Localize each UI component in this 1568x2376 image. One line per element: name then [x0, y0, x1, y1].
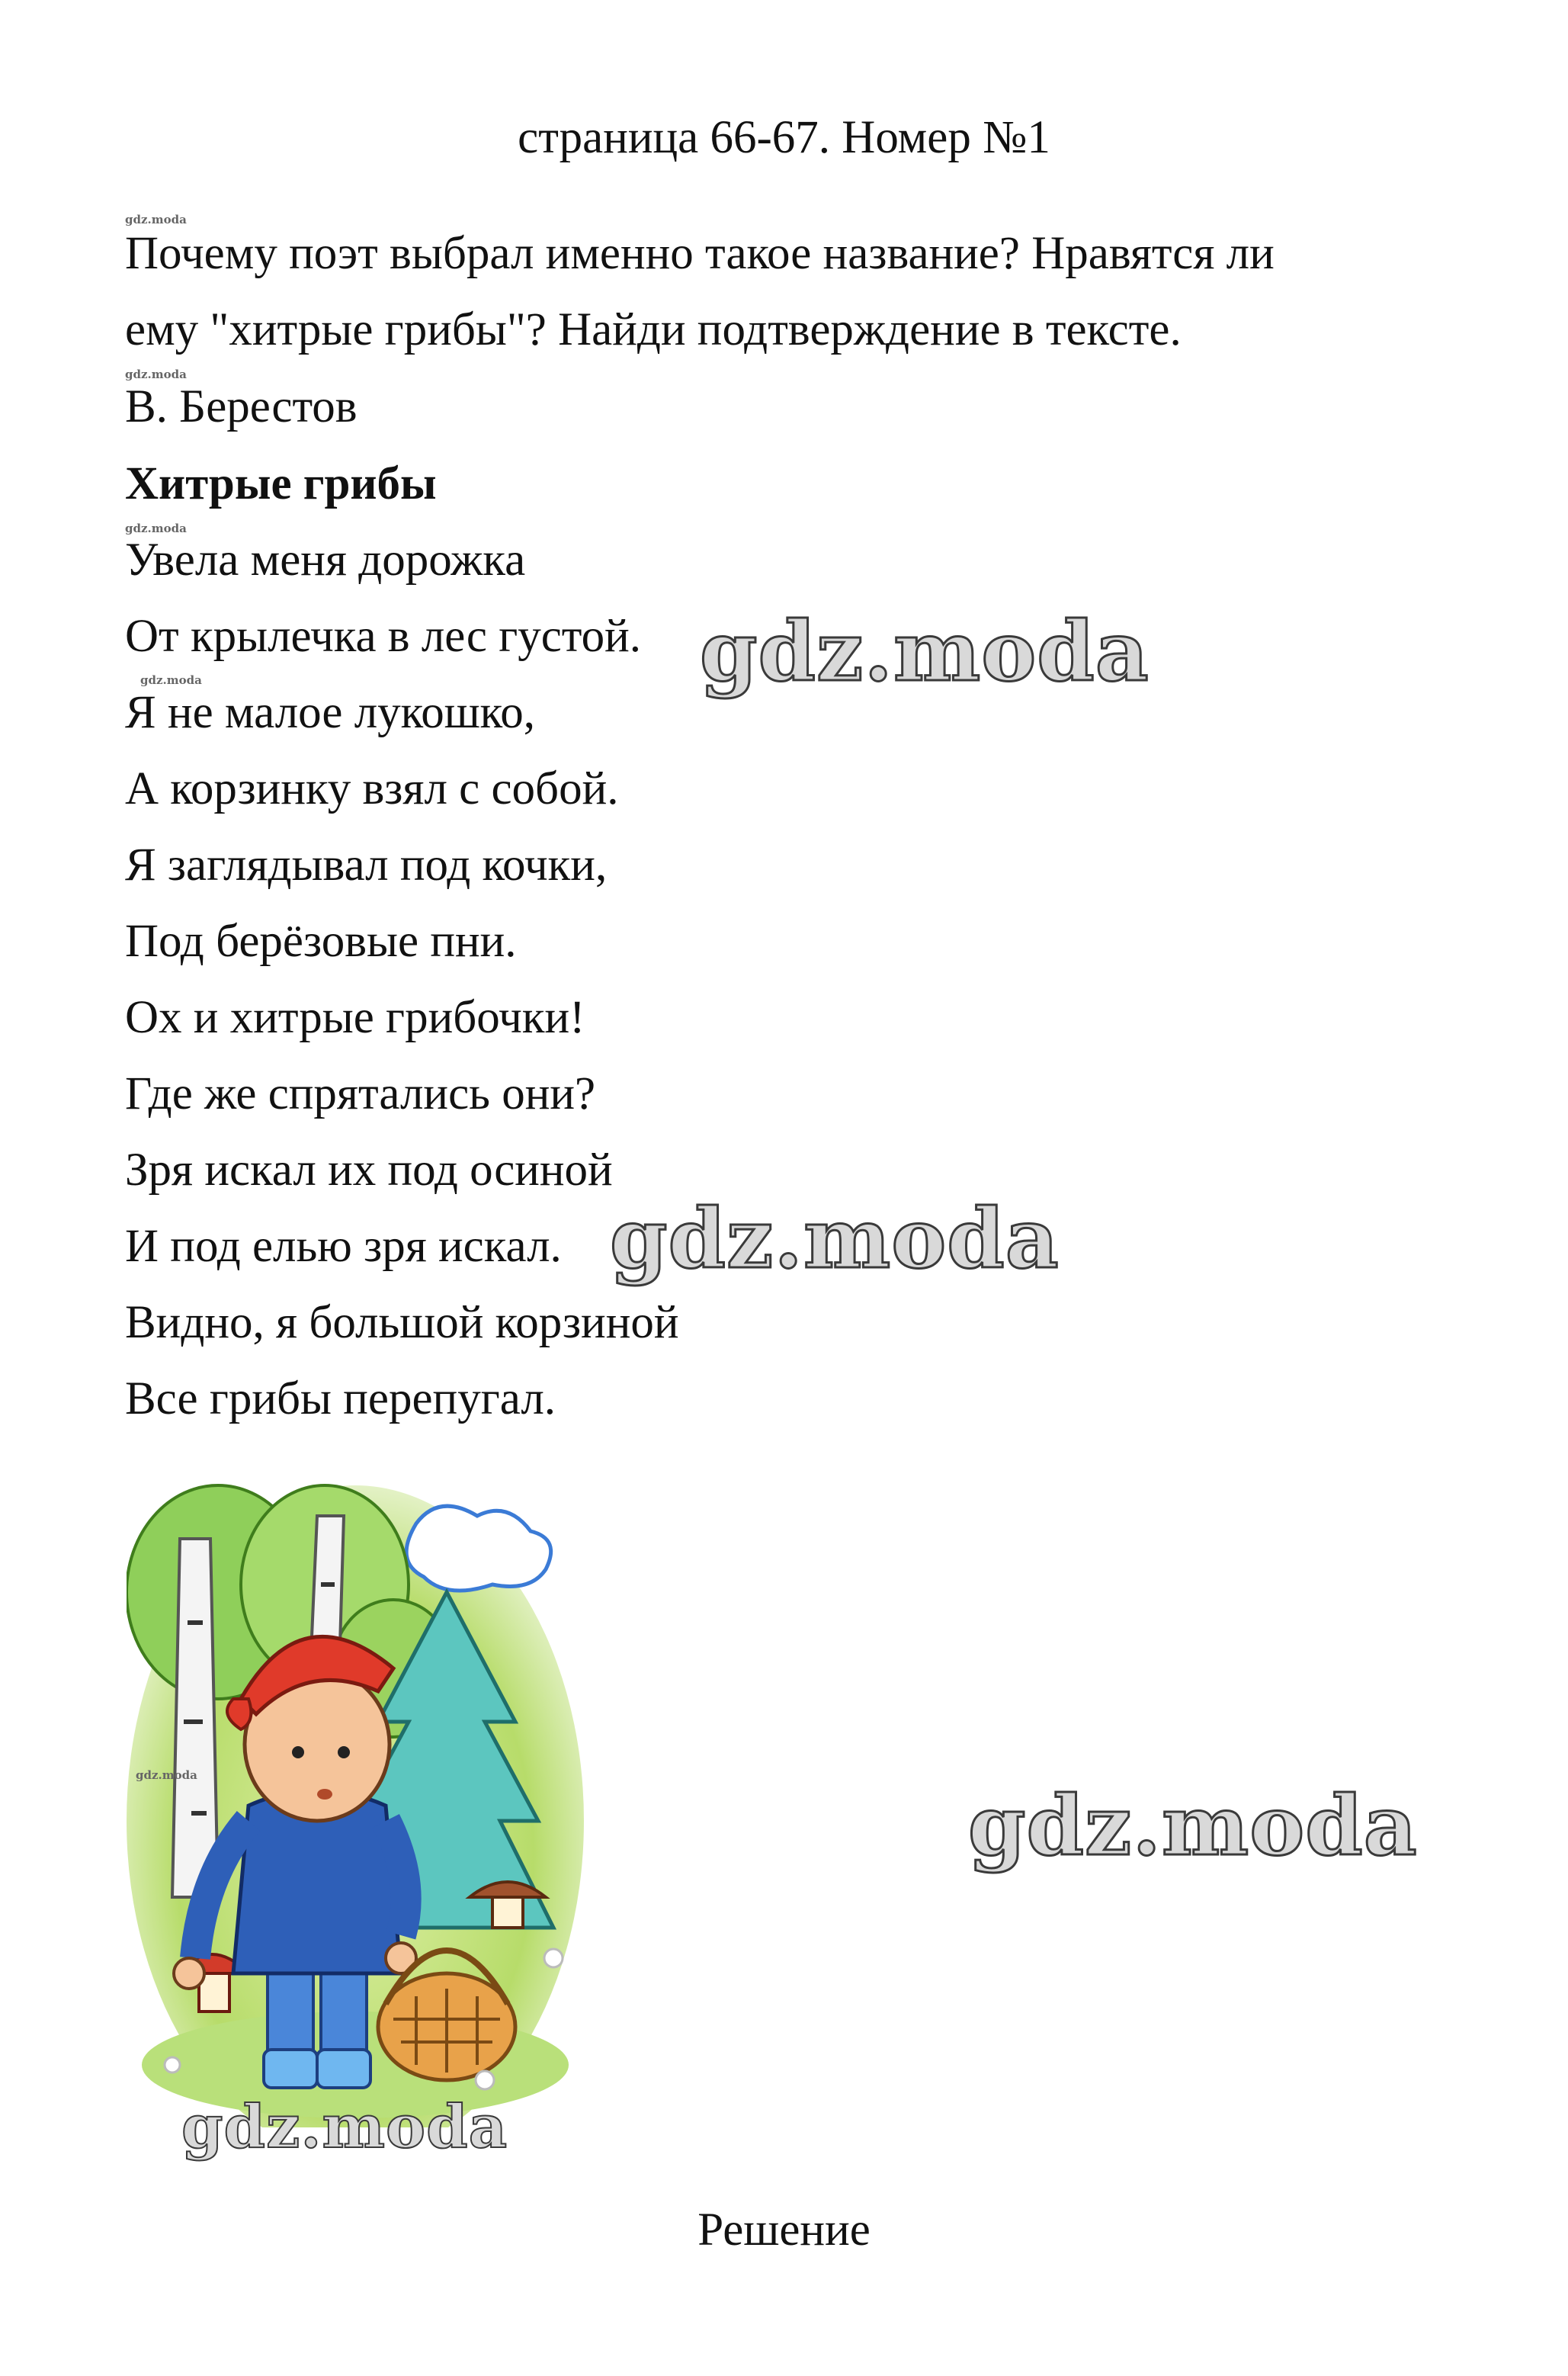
page-header: страница 66-67. Номер №1 — [518, 112, 1050, 163]
question-line-2: ему "хитрые грибы"? Найди подтверждение в тексте. — [125, 304, 1182, 355]
watermark-large: gdz.moda — [968, 1778, 1418, 1874]
question-line-1: Почему поэт выбрал именно такое название? Нравятся ли — [125, 228, 1275, 279]
watermark-small: gdz.moda — [125, 368, 187, 381]
poem-line-4: А корзинку взял с собой. — [125, 763, 619, 814]
solution-label: Решение — [697, 2204, 871, 2256]
poem-line-10: И под елью зря искал. — [125, 1221, 562, 1272]
watermark-small: gdz.moda — [125, 213, 187, 226]
watermark-small: gdz.moda — [136, 1768, 197, 1782]
poem-line-5: Я заглядывал под кочки, — [125, 840, 608, 891]
boy-with-basket-illustration — [127, 1470, 588, 2127]
watermark-small: gdz.moda — [140, 673, 202, 687]
poem-line-8: Где же спрятались они? — [125, 1068, 596, 1119]
poem-line-1: Увела меня дорожка — [125, 535, 526, 586]
poem-line-6: Под берёзовые пни. — [125, 916, 517, 967]
poem-line-12: Все грибы перепугал. — [125, 1373, 556, 1424]
poem-line-9: Зря искал их под осиной — [125, 1145, 613, 1196]
watermark-large: gdz.moda — [610, 1191, 1060, 1287]
author: В. Берестов — [125, 381, 358, 432]
poem-line-7: Ох и хитрые грибочки! — [125, 992, 585, 1043]
watermark-large: gdz.moda — [181, 2092, 508, 2162]
poem-line-11: Видно, я большой корзиной — [125, 1297, 679, 1348]
poem-line-2: От крылечка в лес густой. — [125, 611, 642, 662]
poem-line-3: Я не малое лукошко, — [125, 687, 535, 738]
poem-title: Хитрые грибы — [125, 458, 437, 509]
watermark-small: gdz.moda — [125, 522, 187, 535]
watermark-large: gdz.moda — [700, 604, 1150, 700]
